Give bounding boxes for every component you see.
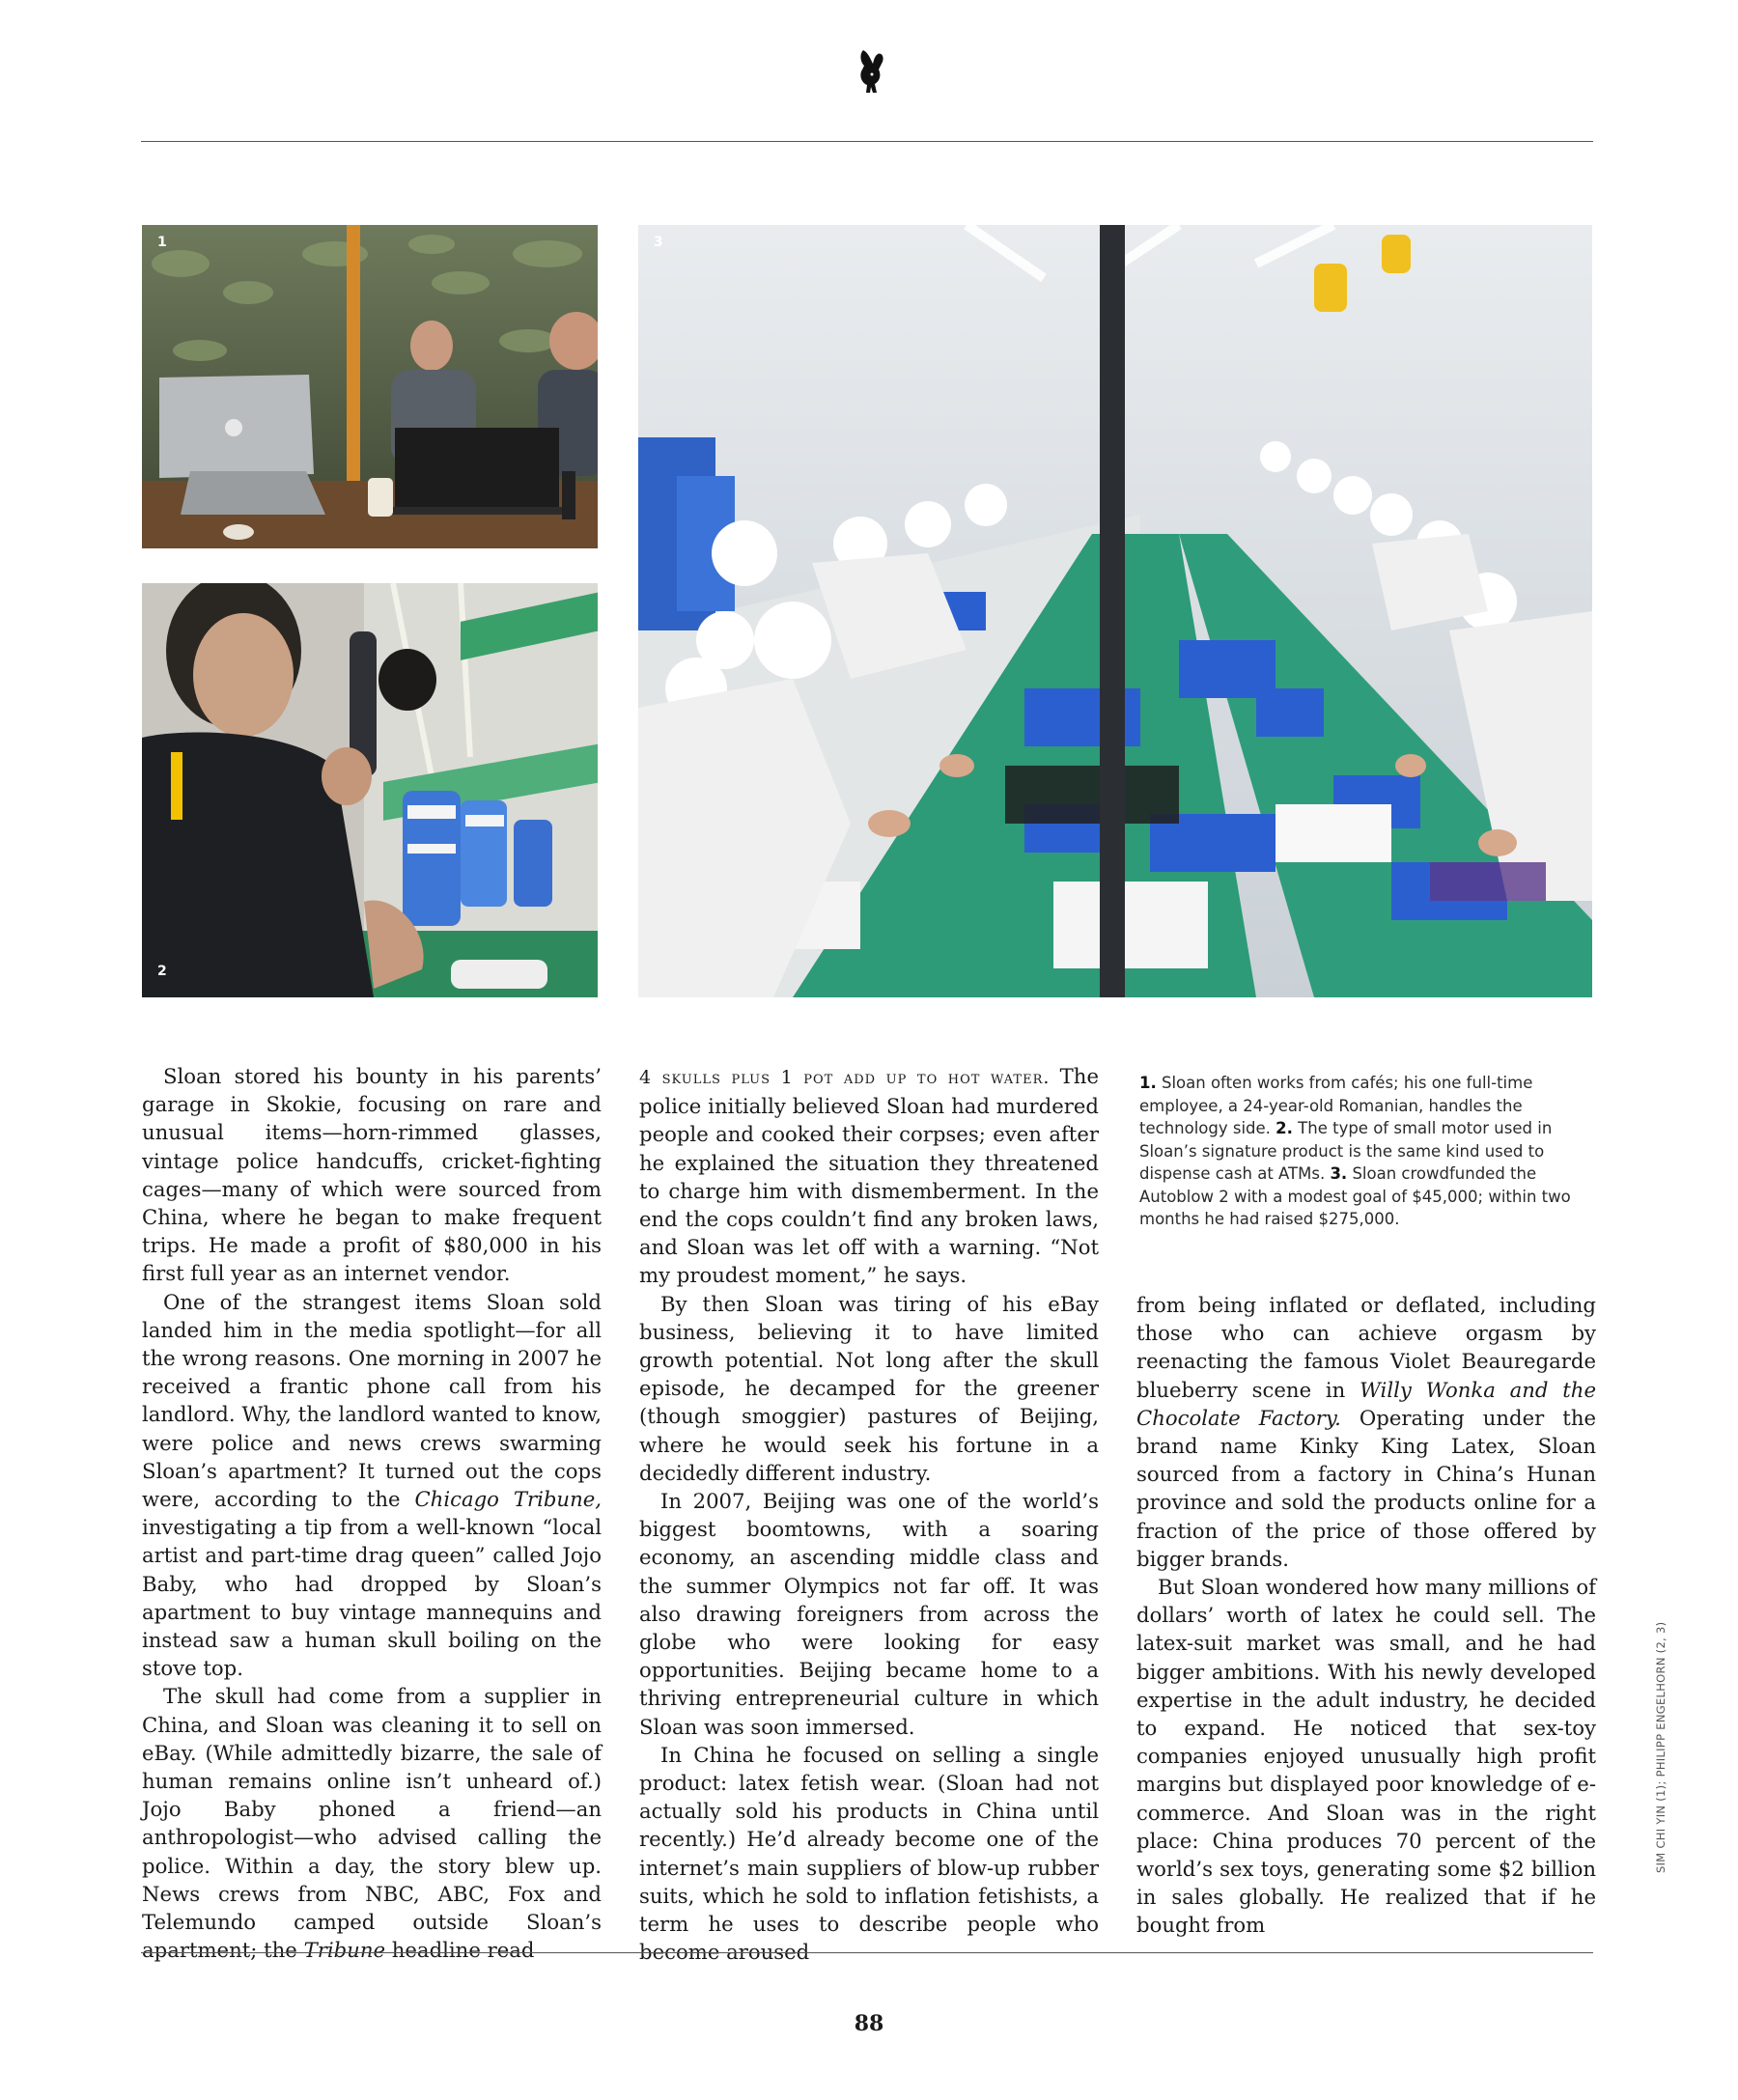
photo-number: 1 (157, 235, 167, 250)
photo-assembly-line (638, 225, 1592, 997)
paragraph: In China he focused on selling a single product: latex fetish wear. (Sloan had not actually sold his products in China until recently.) He’d already become one of the internet’s main suppliers of blow-up rubber suits, which he sold to inflation fetishists, a term he uses to describe people who become aroused (639, 1742, 1099, 1965)
photo-number: 2 (157, 964, 167, 979)
caption-number: 3. (1330, 1164, 1348, 1183)
text-run: from being inflated or deflated, including those who can achieve orgasm by reenacting the famous Violet Beauregarde blueberry scene in (1136, 1293, 1596, 1402)
paragraph (142, 1682, 602, 1964)
text-run: investigating a tip from a well-known “local artist and part-time drag queen” called Jojo Baby, who had dropped by Sloan’s apartment to buy vintage mannequins and instead saw a human skull boiling on the stove top. (142, 1515, 602, 1681)
paragraph: But Sloan wondered how many millions of dollars’ worth of latex he could sell. The latex-suit market was small, and he had bigger ambitions. With his newly developed expertise in the adult industry, he decided to expand. He noticed that sex-toy companies enjoyed unusually high profit margins but displayed poor knowledge of e-commerce. And Sloan was in the right place: China produces 70 percent of the world’s sex toys, generating some $2 billion in sales globally. He realized that if he bought from (1136, 1575, 1596, 1938)
paragraph: Sloan stored his bounty in his parents’ garage in Skokie, focusing on rare and unusual items—horn-rimmed glasses, vintage police handcuffs, cricket-fighting cages—many of which were sourced from China, where he began to make frequent trips. He made a profit of $80,000 in his first full year as an internet vendor. (142, 1064, 602, 1286)
caption-number: 1. (1139, 1074, 1157, 1092)
paragraph (142, 1288, 602, 1683)
text-run: headline read (385, 1938, 535, 1963)
text-run: Operating under the brand name Kinky King Latex, Sloan sourced from a factory in China’s Hunan province and sold the products online for a fraction of the price of those offered by bigger brands. (1136, 1405, 1597, 1571)
paragraph (1136, 1291, 1596, 1573)
caption-number: 2. (1275, 1119, 1293, 1137)
caption-text: Sloan often works from cafés; his one full-time employee, a 24-year-old Romanian, handles the technology side. (1139, 1074, 1533, 1137)
photo-caption (1139, 1072, 1593, 1231)
publication-name: Tribune (303, 1938, 386, 1963)
page-number: 88 (854, 2011, 884, 2036)
text-run: The skull had come from a supplier in China, and Sloan was cleaning it to sell on eBay. (While admittedly bizarre, the sale of human remains online isn’t unheard of.) Jojo Baby phoned a friend—an anthropologist—who advised calling the police. Within a day, the story blew up. News crews from NBC, ABC, Fox and Telemundo camped outside Sloan’s apartment; the (142, 1684, 602, 1963)
paragraph: By then Sloan was tiring of his eBay business, believing it to have limited growth potential. Not long after the skull episode, he decamped for the greener (though smoggier) pastures of Beijing, where he would seek his fortune in a decidedly different industry. (639, 1291, 1099, 1485)
photo-cafe (142, 225, 598, 548)
bottom-rule (141, 1952, 1593, 1953)
photo-number: 3 (654, 235, 663, 250)
article-column-2 (639, 1062, 1099, 1967)
caption-text: The type of small motor used in Sloan’s signature product is the same kind used to dispense cash at ATMs. (1139, 1119, 1553, 1183)
photo-credit: SIM CHI YIN (1); PHILIPP ENGELHORN (2, 3) (1654, 1621, 1668, 1873)
article-column-1 (142, 1062, 602, 1965)
photo-worker (142, 583, 598, 997)
rabbit-head-logo (854, 48, 888, 95)
publication-name: Chicago Tribune, (414, 1487, 602, 1512)
text-run: The police initially believed Sloan had murdered people and cooked their corpses; even after he explained the situation they threatened to charge him with dismemberment. In the end the cops couldn’t find any broken laws, and Sloan was let off with a warning. “Not my proudest moment,” he says. (639, 1064, 1099, 1288)
article-column-3 (1136, 1291, 1596, 1940)
text-run: One of the strangest items Sloan sold landed him in the media spotlight—for all the wrong reasons. One morning in 2007 he received a frantic phone call from his landlord. Why, the landlord wanted to know, were police and news crews swarming Sloan’s apartment? It turned out the cops were, according to the (142, 1289, 602, 1512)
paragraph: In 2007, Beijing was one of the world’s biggest boomtowns, with a soaring economy, an ascending middle class and the summer Olympics not far off. It was also drawing foreigners from across the globe who were looking for easy opportunities. Beijing became home to a thriving entrepreneurial culture in which Sloan was soon immersed. (639, 1489, 1099, 1739)
top-rule (141, 141, 1593, 142)
headline-quote: 4 skulls plus 1 pot add up to hot water. (639, 1067, 1051, 1088)
film-title: Willy Wonka and the Chocolate Factory. (1136, 1377, 1596, 1430)
caption-text: Sloan crowdfunded the Autoblow 2 with a modest goal of $45,000; within two months he had raised $275,000. (1139, 1164, 1571, 1228)
paragraph (639, 1062, 1099, 1290)
